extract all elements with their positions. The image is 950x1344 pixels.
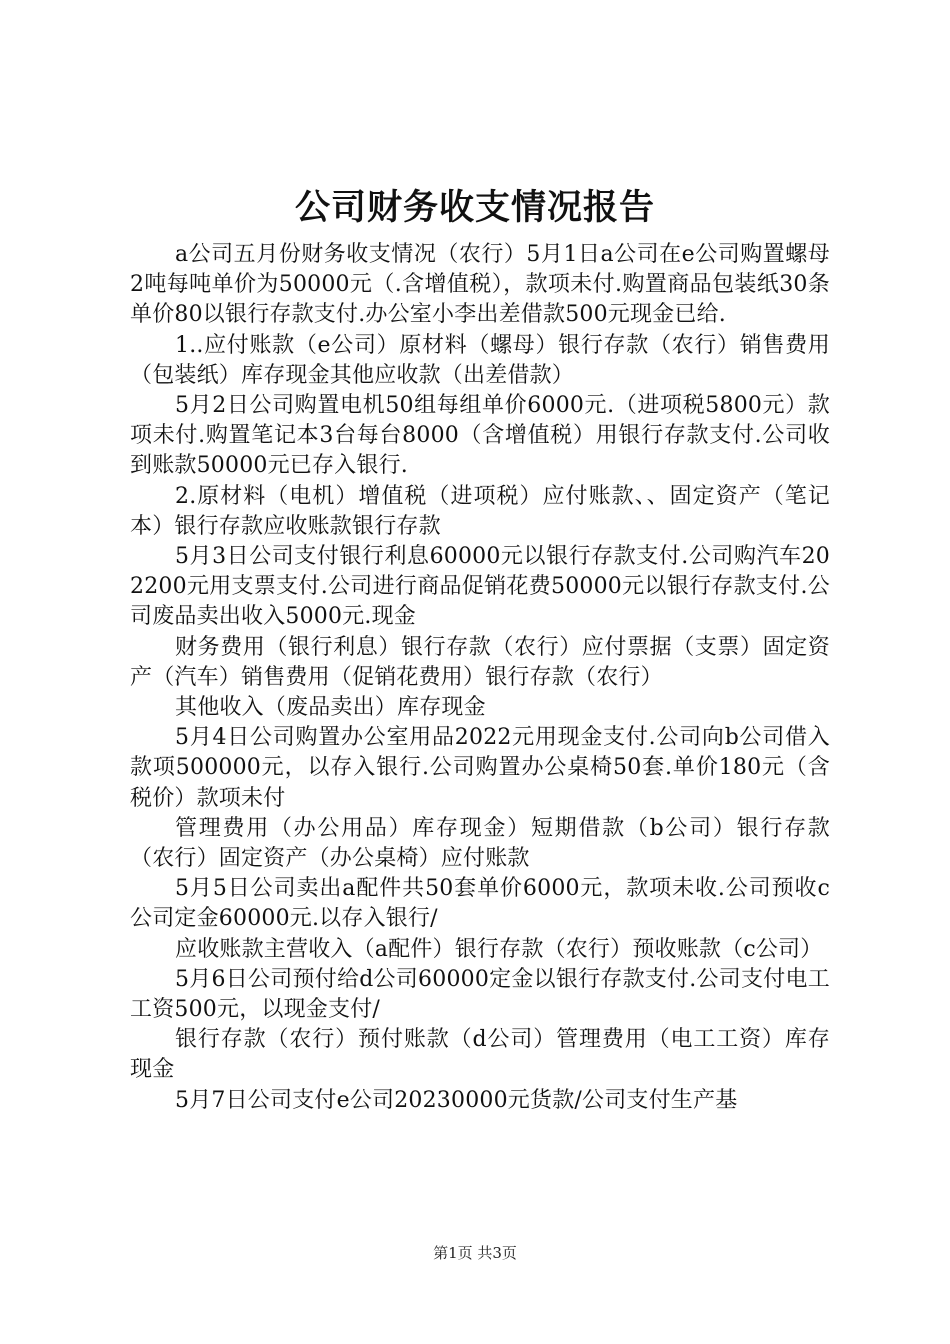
paragraph: 5月6日公司预付给d公司60000定金以银行存款支付.公司支付电工工资500元，以现金支付/ [130, 966, 830, 1023]
paragraph: 5月2日公司购置电机50组每组单价6000元.（进项税5800元）款项未付.购置笔记本3台每台8000（含增值税）用银行存款支付.公司收到账款50000元已存入银行. [130, 393, 830, 479]
document-body [130, 240, 830, 1116]
paragraph: 财务费用（银行利息）银行存款（农行）应付票据（支票）固定资产（汽车）销售费用（促销花费用）银行存款（农行） [130, 634, 830, 690]
paragraph: 管理费用（办公用品）库存现金）短期借款（b公司）银行存款（农行）固定资产（办公桌椅）应付账款 [130, 815, 830, 872]
paragraph: 2.原材料（电机）增值税（进项税）应付账款、、固定资产（笔记本）银行存款应收账款银行存款 [130, 483, 830, 539]
paragraph: 1..应付账款（e公司）原材料（螺母）银行存款（农行）销售费用（包装纸）库存现金其他应收款（出差借款） [130, 332, 830, 388]
paragraph: a公司五月份财务收支情况（农行）5月1日a公司在e公司购置螺母2吨每吨单价为50000元（.含增值税），款项未付.购置商品包装纸30条单价80以银行存款支付.办公室小李出差借款500元现金已给. [130, 242, 830, 328]
paragraph: 5月7日公司支付e公司20230000元货款/公司支付生产基 [175, 1087, 738, 1113]
paragraph: 应收账款主营收入（a配件）银行存款（农行）预收账款（c公司） [175, 936, 823, 962]
paragraph: 其他收入（废品卖出）库存现金 [175, 695, 486, 721]
paragraph: 5月4日公司购置办公室用品2022元用现金支付.公司向b公司借入款项500000元，以存入银行.公司购置办公桌椅50套.单价180元（含税价）款项未付 [130, 725, 830, 811]
page-number-footer: 第1页 共3页 [433, 1244, 517, 1262]
document-title: 公司财务收支情况报告 [294, 188, 655, 228]
paragraph: 5月5日公司卖出a配件共50套单价6000元，款项未收.公司预收c公司定金60000元.以存入银行/ [130, 876, 830, 932]
paragraph: 5月3日公司支付银行利息60000元以银行存款支付.公司购汽车202200元用支票支付.公司进行商品促销花费50000元以银行存款支付.公司废品卖出收入5000元.现金 [130, 544, 830, 630]
paragraph: 银行存款（农行）预付账款（d公司）管理费用（电工工资）库存现金 [130, 1027, 830, 1083]
